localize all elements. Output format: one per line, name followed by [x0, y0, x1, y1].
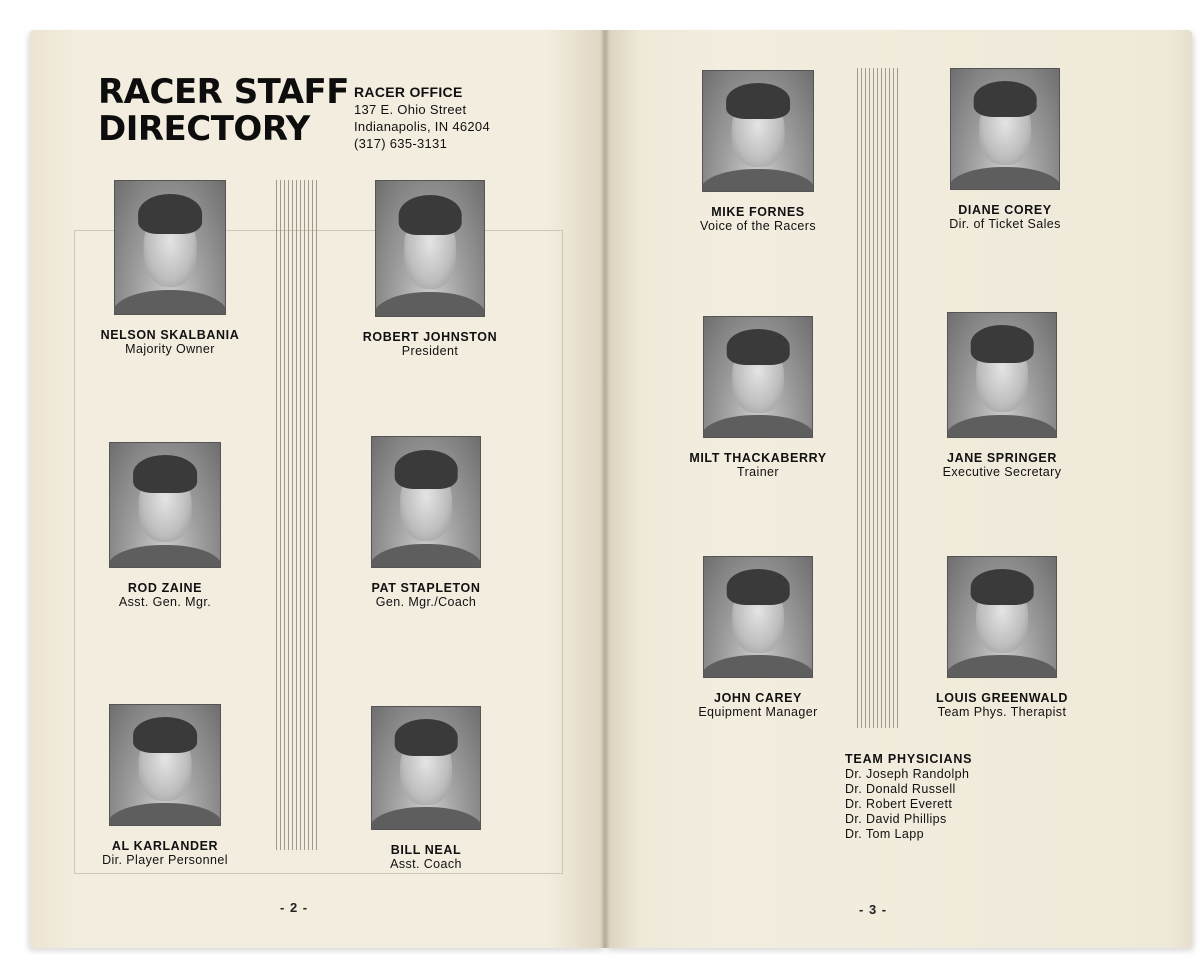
staff-photo	[371, 436, 481, 568]
staff-name: MIKE FORNES	[711, 205, 805, 219]
page-number: - 3 -	[859, 902, 888, 917]
staff-role: Asst. Coach	[390, 857, 462, 871]
staff-role: Dir. of Ticket Sales	[949, 217, 1061, 231]
staff-photo	[375, 180, 485, 317]
staff-name: BILL NEAL	[390, 843, 462, 857]
staff-role: Team Phys. Therapist	[937, 705, 1067, 719]
staff-name: DIANE COREY	[958, 203, 1052, 217]
title-line-1: RACER STAFF	[98, 72, 349, 112]
team-physicians	[845, 752, 972, 842]
staff-role: Asst. Gen. Mgr.	[118, 595, 212, 609]
staff-card	[915, 68, 1095, 231]
staff-name: AL KARLANDER	[111, 839, 219, 853]
page-left	[30, 30, 605, 948]
office-city: Indianapolis, IN 46204	[354, 119, 490, 134]
staff-card	[668, 70, 848, 233]
title-line-2: DIRECTORY	[98, 109, 310, 149]
staff-role: President	[401, 344, 459, 358]
staff-card	[668, 316, 848, 479]
staff-role: Trainer	[737, 465, 779, 479]
staff-name: JANE SPRINGER	[947, 451, 1057, 465]
staff-photo	[109, 704, 221, 826]
staff-card	[75, 442, 255, 609]
staff-name: LOUIS GREENWALD	[936, 691, 1068, 705]
staff-name: MILT THACKABERRY	[689, 451, 827, 465]
office-phone: (317) 635-3131	[354, 136, 448, 151]
staff-card	[340, 180, 520, 358]
staff-photo	[371, 706, 481, 830]
staff-photo	[950, 68, 1060, 190]
binding-gutter	[600, 30, 610, 948]
staff-role: Voice of the Racers	[700, 219, 816, 233]
staff-role: Dir. Player Personnel	[102, 853, 228, 867]
staff-name: NELSON SKALBANIA	[100, 328, 240, 342]
staff-card	[336, 706, 516, 871]
staff-name: ROD ZAINE	[127, 581, 203, 595]
staff-photo	[703, 316, 813, 438]
office-address	[354, 84, 490, 152]
physician-name: Dr. David Phillips	[845, 812, 947, 826]
staff-photo	[114, 180, 226, 315]
staff-photo	[947, 312, 1057, 438]
staff-card	[912, 556, 1092, 719]
booklet-spread	[30, 30, 1192, 950]
staff-card	[80, 180, 260, 356]
staff-card	[75, 704, 255, 867]
staff-photo	[702, 70, 814, 192]
divider-stripes	[276, 180, 318, 850]
physicians-heading: TEAM PHYSICIANS	[845, 752, 973, 766]
directory-title	[98, 74, 349, 148]
staff-role: Executive Secretary	[942, 465, 1062, 479]
staff-card	[912, 312, 1092, 479]
physician-name: Dr. Joseph Randolph	[845, 767, 970, 781]
staff-name: PAT STAPLETON	[371, 581, 481, 595]
staff-role: Gen. Mgr./Coach	[375, 595, 477, 609]
staff-photo	[947, 556, 1057, 678]
staff-name: JOHN CAREY	[714, 691, 802, 705]
page-right	[605, 30, 1192, 948]
staff-photo	[109, 442, 221, 568]
staff-card	[668, 556, 848, 719]
staff-photo	[703, 556, 813, 678]
physician-name: Dr. Tom Lapp	[845, 827, 924, 841]
office-heading: RACER OFFICE	[354, 84, 463, 100]
staff-role: Majority Owner	[125, 342, 215, 356]
staff-name: ROBERT JOHNSTON	[362, 330, 498, 344]
staff-card	[336, 436, 516, 609]
physician-name: Dr. Robert Everett	[845, 797, 953, 811]
page-number: - 2 -	[280, 900, 309, 915]
physician-name: Dr. Donald Russell	[845, 782, 956, 796]
staff-role: Equipment Manager	[698, 705, 818, 719]
divider-stripes	[857, 68, 899, 728]
office-street: 137 E. Ohio Street	[354, 102, 467, 117]
